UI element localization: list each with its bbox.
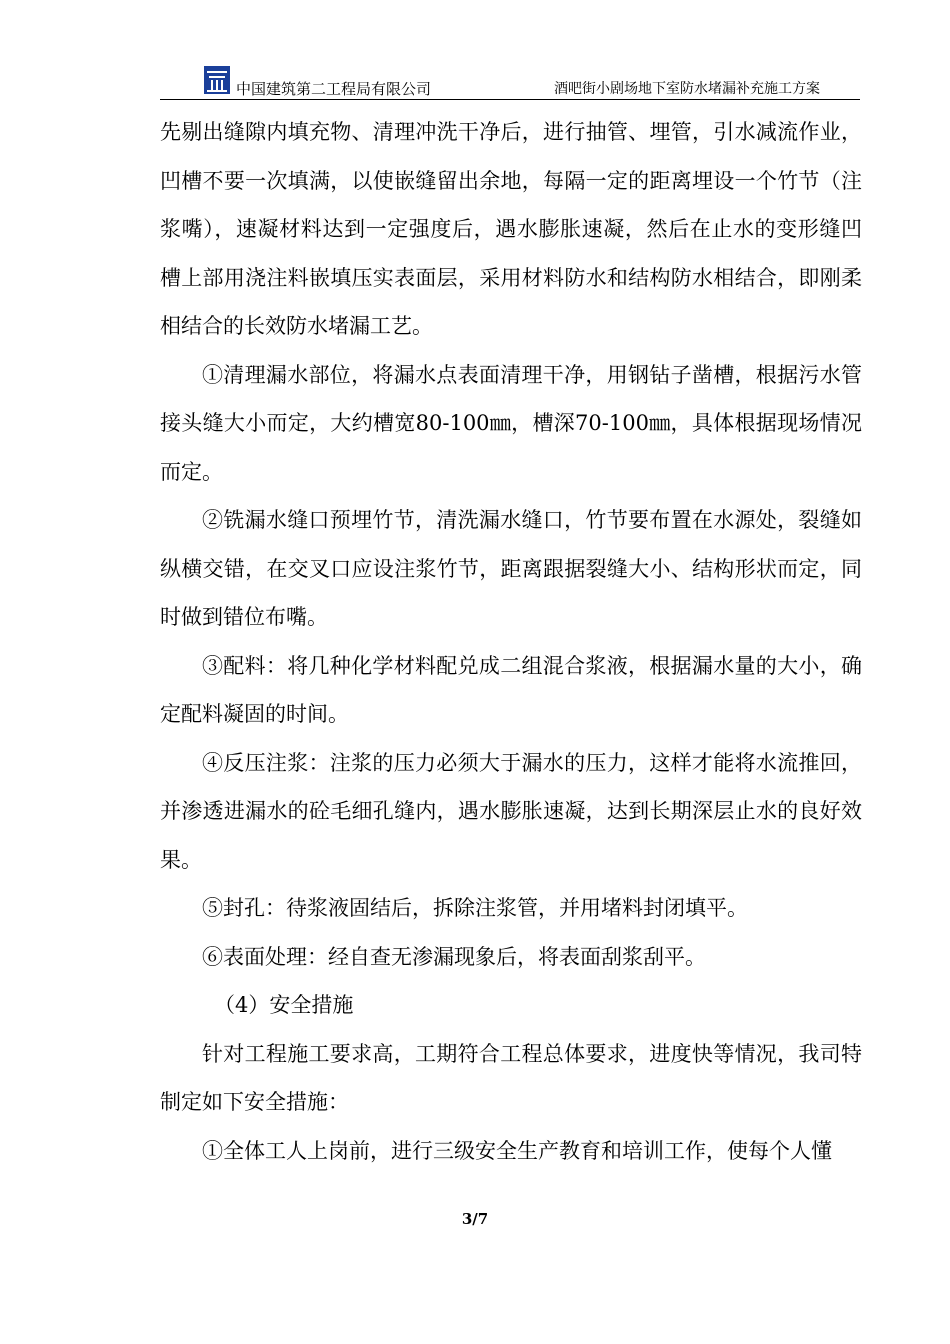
page-header: [160, 64, 860, 100]
page-total: 7: [477, 1210, 489, 1228]
paragraph: 先剔出缝隙内填充物、清理冲洗干净后，进行抽管、埋管，引水减流作业，凹槽不要一次填满，以使嵌缝留出余地，每隔一定的距离埋设一个竹节（注浆嘴），速凝材料达到一定强度后，遇水膨胀速凝，然后在止水的变形缝凹槽上部用浇注料嵌填压实表面层，采用材料防水和结构防水相结合，即刚柔相结合的长效防水堵漏工艺。: [160, 120, 862, 338]
paragraph: 针对工程施工要求高，工期符合工程总体要求，进度快等情况，我司特制定如下安全措施：: [160, 1041, 862, 1114]
header-rule: [160, 99, 860, 100]
company-logo-icon: [204, 66, 230, 94]
paragraph: ④反压注浆：注浆的压力必须大于漏水的压力，这样才能将水流推回，并渗透进漏水的砼毛细孔缝内，遇水膨胀速凝，达到长期深层止水的良好效果。: [160, 750, 862, 872]
page-current: 3: [461, 1210, 473, 1228]
document-title: 酒吧街小剧场地下室防水堵漏补充施工方案: [554, 81, 820, 97]
paragraph: ①全体工人上岗前，进行三级安全生产教育和培训工作，使每个人懂: [202, 1138, 832, 1163]
paragraph: ③配料：将几种化学材料配兑成二组混合浆液，根据漏水量的大小，确定配料凝固的时间。: [160, 653, 862, 726]
page-separator: /: [472, 1210, 478, 1228]
paragraph: ⑤封孔：待浆液固结后，拆除注浆管，并用堵料封闭填平。: [202, 896, 748, 920]
section-heading: （4）安全措施: [214, 993, 354, 1017]
company-name: 中国建筑第二工程局有限公司: [236, 80, 432, 98]
page-number: [0, 1210, 950, 1228]
paragraph: ⑥表面处理：经自查无渗漏现象后，将表面刮浆刮平。: [202, 944, 706, 969]
paragraph: ①清理漏水部位，将漏水点表面清理干净，用钢钻子凿槽，根据污水管接头缝大小而定，大约槽宽80-100㎜，槽深70-100㎜，具体根据现场情况而定。: [160, 362, 862, 484]
paragraph: ②铣漏水缝口预埋竹节，清洗漏水缝口，竹节要布置在水源处，裂缝如纵横交错，在交叉口应设注浆竹节，距离跟据裂缝大小、结构形状而定，同时做到错位布嘴。: [160, 508, 862, 629]
document-body: [160, 108, 862, 1175]
